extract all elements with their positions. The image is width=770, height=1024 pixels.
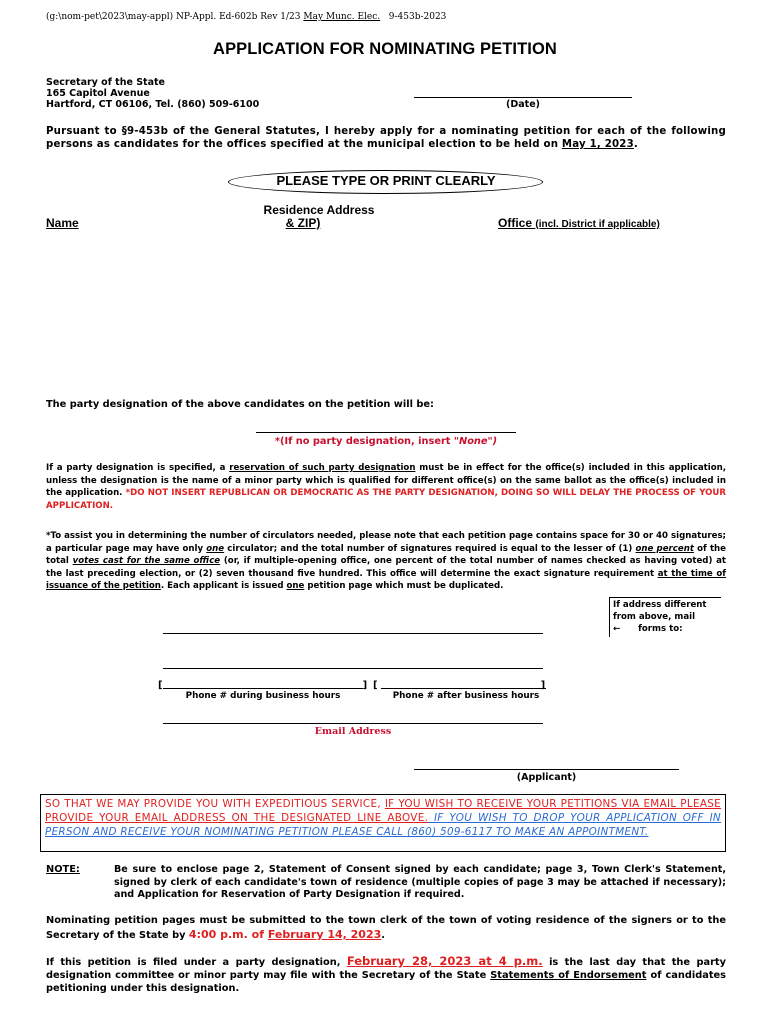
submit-time: 4:00 p.m. of	[188, 928, 268, 941]
filed-text: If this petition is filed under a party designation,	[46, 957, 347, 968]
address-line-3: Hartford, CT 06106, Tel. (860) 509-6100	[46, 99, 260, 110]
election-date: May 1, 2023	[561, 139, 634, 150]
filed-statements: Statements of Endorsement	[490, 970, 647, 981]
address-line-1: Secretary of the State	[46, 77, 165, 88]
submission-deadline	[46, 914, 726, 943]
column-residence: Residence Address	[263, 203, 375, 217]
bracket-open-2: [	[373, 680, 378, 691]
note-label: NOTE:	[46, 864, 80, 875]
endorsement-deadline	[46, 955, 726, 995]
para1-text-2: must be in effect for the office(s) included in this application, unless the designation is the name of a minor party which is qualified for different office(s) on the same ballot as the office(s) included in the application.	[46, 463, 726, 498]
mail-box-forms: forms to:	[638, 624, 683, 634]
form-number: 9-453b-2023	[388, 12, 447, 22]
para2-text-4: (or, if multiple-opening office, one percent of the total number of names checked as having voted) at the last preceding election, or (2) seven thousand five hundred. This office will determine the exact signature requirement	[46, 556, 726, 579]
para2-text: *To assist you in determining the number of circulators needed, please note that each petition page contains space for 30 or 40 signatures; a particular page may have only	[46, 531, 726, 554]
mail-address-line-1[interactable]	[163, 633, 543, 634]
mail-box-line-2: from above, mail	[613, 612, 696, 622]
notice-service: SO THAT WE MAY PROVIDE YOU WITH EXPEDITIOUS SERVICE,	[45, 798, 385, 810]
para2-text-6: petition page which must be duplicated.	[304, 581, 504, 591]
bracket-close-1: ]	[362, 680, 368, 691]
note-text: Be sure to enclose page 2, Statement of Consent signed by each candidate; page 3, Town Clerk's Statement, signed by clerk of each candidate's town of residence (multiple copies of page 3 may be attached if necessary); and Application for Reservation of Party Designation if required.	[114, 864, 726, 900]
submit-text: Nominating petition pages must be submitted to the town clerk of the town of voting residence of the signers or to the Secretary of the State by	[46, 915, 726, 941]
para2-text-2: circulator; and the total number of signatures required is equal to the lesser of (1)	[224, 543, 636, 554]
mail-box-line-3	[613, 623, 718, 635]
mail-box-line-1: If address different	[613, 600, 707, 610]
para2-text-3: of the total	[46, 543, 726, 566]
phone-business-field[interactable]	[163, 688, 363, 689]
para2-text-5: . Each applicant is issued	[160, 581, 287, 591]
email-field[interactable]	[163, 723, 543, 724]
address-line-2: 165 Capitol Avenue	[46, 88, 150, 99]
column-residence-zip: & ZIP)	[285, 216, 321, 230]
party-designation-note	[256, 436, 516, 447]
para2-one: one	[206, 543, 225, 554]
filed-text-3: of candidates petitioning under this designation.	[46, 970, 726, 994]
party-note-none: "None")	[453, 436, 498, 447]
para1-underline: reservation of such party designation	[229, 463, 416, 473]
para2-votes-cast: votes cast for the same office	[72, 556, 221, 566]
notice-email: IF YOU WISH TO RECEIVE YOUR PETITIONS VIA EMAIL PLEASE PROVIDE YOUR EMAIL ADDRESS ON THE DESIGNATED LINE ABOVE.	[45, 798, 721, 824]
bracket-close-2: ]	[540, 680, 546, 691]
date-label: (Date)	[506, 99, 540, 110]
applicant-label: (Applicant)	[516, 772, 577, 783]
date-field[interactable]	[414, 97, 632, 98]
bracket-open-1: [	[158, 680, 163, 691]
pursuant-end: .	[633, 139, 638, 150]
phone-business-label: Phone # during business hours	[185, 691, 341, 701]
para1-warning: *DO NOT INSERT REPUBLICAN OR DEMOCRATIC AS THE PARTY DESIGNATION, DOING SO WILL DELAY THE PROCESS OF YOUR APPLICATION.	[46, 488, 727, 511]
form-election: May Munc. Elec.	[303, 12, 381, 22]
para2-one-percent: one percent	[635, 543, 694, 554]
email-label: Email Address	[314, 726, 392, 737]
phone-after-label: Phone # after business hours	[392, 691, 540, 701]
email-notice-box	[40, 794, 726, 852]
phone-after-field[interactable]	[381, 688, 546, 689]
party-designation-field[interactable]	[256, 432, 516, 433]
recipient-address	[46, 77, 259, 110]
filed-text-2: is the last day that the party designation committee or minor party may file with the Secretary of the State	[46, 957, 726, 981]
phone-after-brackets	[373, 680, 545, 691]
party-designation-label: The party designation of the above candidates on the petition will be:	[46, 399, 434, 410]
column-office-label: Office	[498, 216, 533, 230]
notice-dropoff: IF YOU WISH TO DROP YOUR APPLICATION OFF IN PERSON AND RECEIVE YOUR NOMINATING PETITION PLEASE CALL (860) 509-6117 TO MAKE AN APPOINTMENT.	[45, 812, 722, 838]
print-banner: PLEASE TYPE OR PRINT CLEARLY	[276, 173, 496, 188]
para1-text: If a party designation is specified, a	[46, 463, 230, 473]
submit-date: February 14, 2023	[267, 928, 382, 941]
column-office-note: (incl. District if applicable)	[535, 219, 660, 230]
form-header	[46, 12, 446, 22]
mail-address-box	[609, 597, 721, 637]
applicant-signature-field[interactable]	[414, 769, 679, 770]
party-reservation-paragraph	[46, 462, 726, 512]
filed-date: February 28, 2023 at 4 p.m.	[346, 954, 543, 968]
left-arrow-icon: ←	[613, 624, 621, 634]
page-title: APPLICATION FOR NOMINATING PETITION	[213, 40, 557, 58]
column-office	[498, 216, 660, 230]
phone-business-brackets	[158, 680, 367, 691]
party-note-text: *(If no party designation, insert	[274, 436, 454, 447]
form-path: (g:\nom-pet\2023\may-appl) NP-Appl. Ed-602b Rev 1/23	[46, 12, 301, 22]
para2-one-page: one	[286, 581, 305, 591]
column-name: Name	[46, 216, 79, 230]
submit-end: .	[381, 930, 385, 941]
para2-issuance: at the time of issuance of the petition	[46, 568, 726, 591]
mail-address-line-2[interactable]	[163, 668, 543, 669]
pursuant-text: Pursuant to §9-453b of the General Statutes, I hereby apply for a nominating petition for each of the following persons as candidates for the offices specified at the municipal election to be held on	[46, 126, 726, 150]
circulators-paragraph	[46, 530, 726, 593]
pursuant-paragraph	[46, 125, 726, 151]
